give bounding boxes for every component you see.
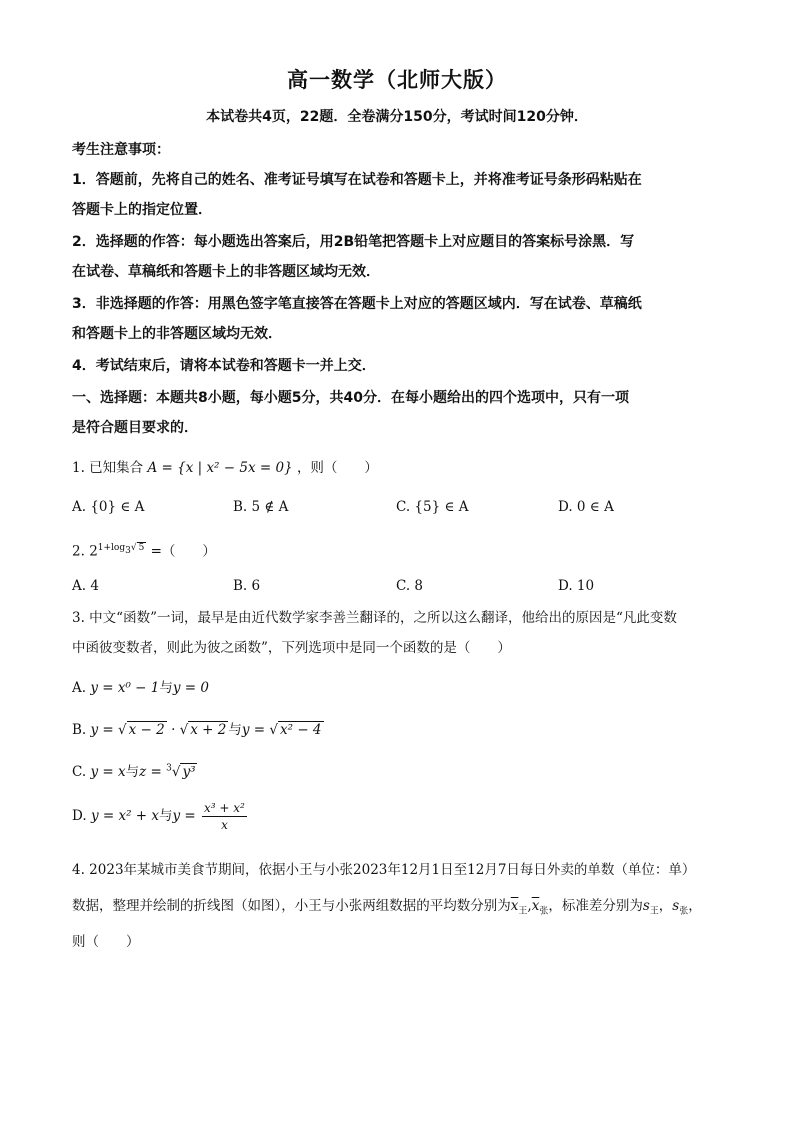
question-2-radicand: 5 — [138, 543, 145, 553]
question-4-sd-zhang: s — [672, 898, 680, 914]
question-3-option-b-radicand-2: x + 2 — [190, 722, 227, 738]
question-2-log-base: 3 — [125, 545, 131, 556]
question-2-option-b: B. 6 — [233, 578, 261, 594]
question-4-line-2: 数据，整理并绘制的折线图（如图），小王与小张两组数据的平均数分别为$\overline{x}_王,\overline{x}_张$，标准差分别为$s_王$，$s_张$， — [72, 898, 702, 917]
question-3-option-c-label: C. — [72, 764, 87, 780]
notice-item-3-line-2: 和答题卡上的非答题区域均无效． — [72, 326, 282, 342]
question-2-option-d: D. 10 — [558, 578, 595, 594]
question-3-option-a — [72, 676, 209, 696]
question-1-option-c: C. {5} ∈ A — [396, 499, 469, 515]
question-3-option-d-expr-2: y = — [172, 808, 196, 824]
question-1 — [72, 458, 732, 478]
notice-item-4: 4．考试结束后，请将本试卷和答题卡一并上交． — [72, 358, 376, 374]
page-title: 高一数学（北师大版） — [287, 68, 507, 92]
question-1-suffix: ，则（ ） — [296, 460, 378, 476]
question-3-option-c: C. y = x与z = $^3$√ y³ — [72, 763, 196, 780]
question-2-base: 2 — [89, 543, 98, 560]
question-3-option-c-radicand: y³ — [182, 764, 196, 780]
notice-heading: 考生注意事项： — [72, 142, 170, 158]
question-3-option-c-root-index: 3 — [166, 763, 172, 774]
notice-item-1-line-2: 答题卡上的指定位置． — [72, 202, 212, 218]
section-1-heading-line-1: 一、选择题：本题共8小题，每小题5分，共40分．在每小题给出的四个选项中，只有一项 — [72, 390, 629, 406]
question-3-option-b-connector: 与 — [228, 722, 242, 738]
question-3-option-b-radicand-3: x² − 4 — [280, 722, 322, 738]
question-2-suffix: =（ ） — [150, 543, 216, 560]
question-1-option-a: A. {0} ∈ A — [72, 499, 145, 515]
question-4-line-2-text-a: 数据，整理并绘制的折线图（如图），小王与小张两组数据的平均数分别为 — [72, 898, 511, 914]
question-2-option-c: C. 8 — [396, 578, 424, 594]
question-3-option-b-y: y = — [90, 722, 114, 738]
question-2-prefix: 2. — [72, 543, 85, 560]
question-2-exponent: 1+log — [97, 543, 126, 553]
question-4-mean-wang: $\overline{x}$ — [510, 898, 519, 914]
question-4-mean-zhang: $\overline{x}$ — [531, 898, 540, 914]
question-3-option-b-label: B. — [72, 722, 87, 738]
question-3-option-c-expr-1: y = x — [90, 764, 126, 780]
question-2: 2. $2^{1+log_3√ 5}$ =（ ） — [72, 543, 216, 560]
question-3-option-d-label: D. — [72, 808, 87, 824]
question-4-sd-wang-sub: 王 — [649, 906, 659, 917]
question-3-option-d-fraction — [202, 800, 247, 833]
question-3-option-a-expr-2: y = 0 — [172, 680, 209, 696]
section-1-heading-line-2: 是符合题目要求的． — [72, 420, 198, 436]
question-4-sd-zhang-sub: 张 — [679, 906, 689, 917]
question-3-option-a-connector: 与 — [159, 680, 173, 696]
notice-item-1-line-1: 1．答题前，先将自己的姓名、准考证号填写在试卷和答题卡上，并将准考证号条形码粘贴在 — [72, 172, 642, 188]
question-3-option-b-dot: · — [171, 722, 176, 738]
question-1-prefix: 1. 已知集合 — [72, 460, 144, 476]
question-1-set-expression: A = {x | x² − 5x = 0} — [147, 460, 293, 476]
question-3-option-b: B. y = √ x − 2 · √ x + 2 与y = √ x² − 4 — [72, 722, 322, 738]
question-2-option-a: A. 4 — [72, 578, 99, 594]
question-3-option-a-expr-1: y = x⁰ − 1 — [90, 680, 160, 696]
question-3-option-d-connector: 与 — [159, 808, 173, 824]
question-4-line-3: 则（ ） — [72, 934, 140, 950]
question-3-option-b-y-2: y = — [241, 722, 266, 738]
question-3-option-d-numerator: x³ + x² — [204, 801, 245, 815]
question-1-option-b: B. 5 ∉ A — [233, 499, 289, 515]
question-4-mean-zhang-sub: 张 — [539, 906, 549, 917]
question-3-line-1: 3. 中文“函数”一词，最早是由近代数学家李善兰翻译的，之所以这么翻译，他给出的原因是“凡此变数 — [72, 610, 677, 626]
question-3-option-d-expr-1: y = x² + x — [90, 808, 159, 824]
question-3-option-c-connector: 与 — [125, 764, 140, 780]
page-subtitle: 本试卷共4页，22题．全卷满分150分，考试时间120分钟． — [206, 109, 588, 125]
question-4-mean-wang-sub: 王 — [518, 906, 528, 917]
question-3-option-a-label: A. — [72, 680, 87, 696]
notice-item-2-line-2: 在试卷、草稿纸和答题卡上的非答题区域均无效． — [72, 264, 380, 280]
question-1-option-d: D. 0 ∈ A — [558, 499, 614, 515]
question-4-line-1: 4. 2023年某城市美食节期间，依据小王与小张2023年12月1日至12月7日每日外卖的单数（单位：单） — [72, 862, 696, 878]
question-4-line-2-text-b: ，标准差分别为 — [548, 898, 643, 914]
notice-item-3-line-1: 3．非选择题的作答：用黑色签字笔直接答在答题卡上对应的答题区域内．写在试卷、草稿纸 — [72, 296, 642, 312]
question-3-option-d-denominator: x — [221, 818, 228, 832]
question-3-option-b-radicand-1: x − 2 — [128, 722, 165, 738]
notice-item-2-line-1: 2．选择题的作答：每小题选出答案后，用2B铅笔把答题卡上对应题目的答案标号涂黑．写 — [72, 234, 635, 250]
question-3-option-c-expr-2: z = — [139, 764, 167, 780]
question-3-option-d — [72, 800, 249, 833]
question-3-line-2: 中函彼变数者，则此为彼之函数”，下列选项中是同一个函数的是（ ） — [72, 640, 511, 656]
question-4-sd-wang: s — [642, 898, 650, 914]
